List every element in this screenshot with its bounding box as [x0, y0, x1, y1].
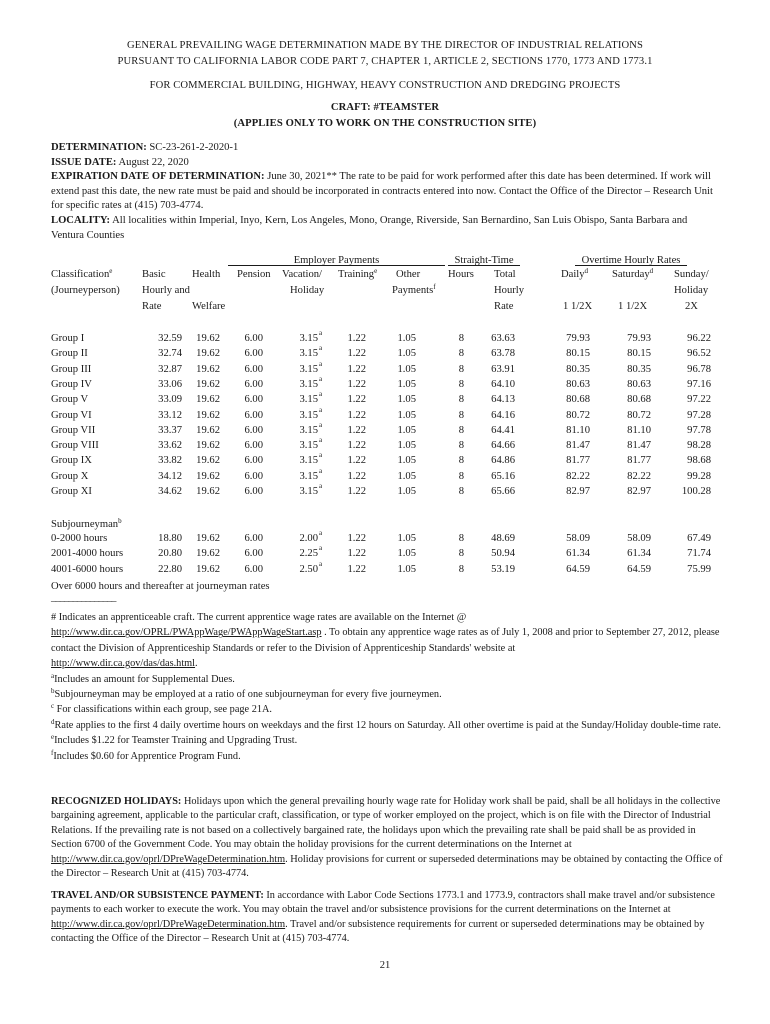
group-row-total: 65.16	[491, 470, 515, 482]
group-row-saturday: 81.10	[627, 424, 651, 436]
group-row-basic: 33.06	[158, 378, 182, 390]
group-row-other: 1.05	[397, 378, 416, 390]
group-row-other: 1.05	[397, 409, 416, 421]
group-row-name: Group V	[51, 394, 89, 406]
col-daily-rate: 1 1/2X	[563, 301, 593, 312]
issue-date-value: August 22, 2020	[116, 156, 189, 168]
group-row-sunday: 97.22	[687, 394, 711, 406]
group-row-health: 19.62	[196, 378, 220, 390]
col-hourly-and: Hourly and	[142, 285, 190, 296]
group-row-training: 1.22	[347, 378, 366, 390]
group-row-sunday: 98.28	[687, 440, 711, 452]
subjourneyman-row-pension: 6.00	[244, 548, 263, 560]
group-row-saturday: 79.93	[627, 333, 651, 344]
subjourneyman-row-name: 4001-6000 hours	[51, 563, 124, 575]
subjourneyman-row-pension: 6.00	[244, 533, 263, 544]
group-row-health: 19.62	[196, 363, 220, 375]
footnotes	[51, 610, 723, 764]
col-total-hourly: Hourly	[494, 285, 525, 296]
group-row-name: Group XI	[51, 486, 92, 497]
group-row-pension: 6.00	[244, 455, 263, 467]
footnote-e: $^e$Includes $1.22 for Teamster Training and Upgrading Trust.	[51, 733, 298, 747]
group-row-health: 19.62	[196, 409, 220, 421]
footnote-b: $^b$Subjourneyman may be employed at a ratio of one subjourneyman for every five journeymen.	[51, 687, 442, 701]
subjourneyman-row-vacation: 2.25 a	[299, 544, 323, 560]
travel-provisions-link[interactable]: http://www.dir.ca.gov/oprl/DPreWageDetermination.htm	[51, 918, 286, 930]
group-row-pension: 6.00	[244, 363, 263, 375]
group-row-saturday: 81.47	[627, 440, 651, 452]
col-saturday-rate: 1 1/2X	[618, 301, 648, 312]
group-row-name: Group III	[51, 363, 92, 375]
group-row-total: 64.86	[491, 455, 515, 467]
group-row-basic: 34.12	[158, 470, 182, 482]
group-row-vacation: 3.15 a	[299, 329, 323, 344]
footnote-a: $^a$Includes an amount for Supplemental Dues.	[51, 671, 235, 685]
group-row-daily: 81.47	[566, 440, 590, 452]
group-row-pension: 6.00	[244, 424, 263, 436]
group-row-name: Group VII	[51, 424, 96, 436]
expiration-value: June 30, 2021** The rate to be paid for work performed after this date has been determined. If work will extend past this date, the new rate must be paid and should be incorporated in contracts entered into now. Contact the Office of the Director – Research Unit for specific rates at (415) 703-4774.	[51, 171, 713, 212]
group-row-hours: 8	[458, 470, 464, 482]
determination-value: SC-23-261-2-2020-1	[146, 142, 239, 153]
subjourneyman-row-saturday: 58.09	[627, 533, 651, 544]
footnote-apprentice: # Indicates an apprenticeable craft. The current apprentice wage rates are available on the Internet @ http://www.dir.ca.gov/OPRL/PWAppWage/PWAppWageStart.asp . To obtain any apprentice wage rates as of July 1, 2008 and prior to September 27, 2012, please contact the Division of Apprenticeship Standards or refer to the Division of Apprenticeship Standards' website at http://www.dir.ca.gov/das/das.html.	[51, 612, 720, 670]
subjourneyman-row-other: 1.05	[397, 548, 416, 560]
subjourneyman-row-pension: 6.00	[244, 563, 263, 575]
group-row-hours: 8	[458, 378, 464, 390]
group-row-total: 63.78	[491, 348, 515, 360]
subjourneyman-row-training: 1.22	[347, 533, 366, 544]
determination-label: DETERMINATION:	[51, 142, 147, 153]
expiration-line	[51, 170, 721, 214]
subjourneyman-row-hours: 8	[458, 548, 464, 560]
group-row-sunday: 99.28	[687, 470, 711, 482]
group-row-hours: 8	[458, 424, 464, 436]
subjourneyman-row-saturday: 61.34	[627, 548, 651, 560]
col-holiday: Holiday	[290, 285, 325, 296]
col-welfare: Welfare	[192, 301, 226, 312]
subjourneyman-row-other: 1.05	[397, 563, 416, 575]
group-row-other: 1.05	[397, 486, 416, 497]
group-row-sunday: 96.78	[687, 363, 711, 375]
group-row-daily: 80.68	[566, 394, 590, 406]
group-row-pension: 6.00	[244, 333, 263, 344]
col-total-rate: Rate	[494, 301, 514, 312]
group-row-basic: 34.62	[158, 486, 182, 497]
subjourneyman-row-training: 1.22	[347, 548, 366, 560]
group-row-training: 1.22	[347, 348, 366, 360]
group-row-hours: 8	[458, 486, 464, 497]
group-row-other: 1.05	[397, 348, 416, 360]
group-row-vacation: 3.15 a	[299, 374, 323, 390]
group-row-daily: 82.97	[566, 486, 590, 497]
group-row-vacation: 3.15 a	[299, 436, 323, 452]
group-row-sunday: 97.78	[687, 424, 711, 436]
group-row-training: 1.22	[347, 455, 366, 467]
group-row-pension: 6.00	[244, 378, 263, 390]
group-row-daily: 80.63	[566, 378, 590, 390]
holidays-label: RECOGNIZED HOLIDAYS:	[51, 796, 182, 807]
locality-label: LOCALITY:	[51, 214, 111, 226]
group-row-total: 64.41	[491, 424, 515, 436]
col-hours: Hours	[448, 269, 474, 280]
issue-date-label: ISSUE DATE:	[51, 156, 117, 168]
group-row-other: 1.05	[397, 440, 416, 452]
craft-applies: (APPLIES ONLY TO WORK ON THE CONSTRUCTION SITE)	[233, 118, 537, 129]
group-row-vacation: 3.15 a	[299, 451, 323, 467]
recognized-holidays: RECOGNIZED HOLIDAYS: Holidays upon which the general prevailing hourly wage rate for Holiday work shall be paid, shall be all holidays in the collective bargaining agreement, applicable to the particular craft, classification, or type of worker employed on the project, which is on file with the Director of Industrial Relations. If the prevailing rate is not based on a collectively bargained rate, the holidays upon which the prevailing rate shall be paid shall be as provided in Section 6700 of the Government Code. You may obtain the holiday provisions for the current determinations on the Internet at http://www.dir.ca.gov/oprl/DPreWageDetermination.htm. Holiday provisions for current or superseded determinations may be obtained by contacting the Office of the Director – Research Unit at (415) 703-4774.	[51, 796, 723, 880]
group-row-total: 65.66	[491, 486, 515, 497]
subjourneyman-row-health: 19.62	[196, 548, 220, 560]
group-row-daily: 81.10	[566, 424, 590, 436]
locality-value: All localities within Imperial, Inyo, Kern, Los Angeles, Mono, Orange, Riverside, San Bernardino, San Luis Obispo, Santa Barbara and Ventura Counties	[51, 214, 688, 241]
col-total: Total	[494, 269, 516, 280]
group-row-name: Group I	[51, 333, 85, 344]
footnote-f: $^f$Includes $0.60 for Apprentice Program Fund.	[51, 748, 241, 762]
group-row-name: Group IV	[51, 378, 92, 390]
group-row-total: 64.66	[491, 440, 515, 452]
subjourneyman-row-daily: 61.34	[566, 548, 590, 560]
col-basic: Basic	[142, 269, 166, 280]
subjourneyman-row-vacation: 2.00 a	[299, 529, 323, 544]
group-row-hours: 8	[458, 440, 464, 452]
group-row-saturday: 82.22	[627, 470, 651, 482]
subjourneyman-note: Over 6000 hours and thereafter at journeyman rates	[51, 581, 270, 592]
page-number: 21	[379, 960, 391, 971]
group-row-health: 19.62	[196, 394, 220, 406]
col-saturday: Saturday$^d$	[612, 267, 654, 280]
footnote-c: $^c$ For classifications within each group, see page 21A.	[51, 702, 273, 716]
group-row-vacation: 3.15 a	[299, 482, 323, 497]
group-row-training: 1.22	[347, 470, 366, 482]
subjourneyman-row-sunday: 67.49	[687, 533, 711, 544]
overtime-rule	[575, 265, 687, 266]
group-row-training: 1.22	[347, 333, 366, 344]
group-row-basic: 33.09	[158, 394, 182, 406]
group-row-sunday: 100.28	[681, 486, 711, 497]
col-sunday-rate: 2X	[685, 301, 698, 312]
subjourneyman-row-hours: 8	[458, 533, 464, 544]
group-row-saturday: 80.72	[627, 409, 651, 421]
group-row-pension: 6.00	[244, 470, 263, 482]
group-row-hours: 8	[458, 333, 464, 344]
group-row-total: 64.13	[491, 394, 515, 406]
group-row-total: 64.16	[491, 409, 515, 421]
determination-line	[51, 141, 721, 156]
col-classification: Classification$^e$	[51, 267, 113, 280]
group-row-vacation: 3.15 a	[299, 420, 323, 436]
group-row-sunday: 96.52	[687, 348, 711, 360]
subjourneyman-row-basic: 18.80	[158, 533, 182, 544]
group-row-basic: 33.62	[158, 440, 182, 452]
group-row-sunday: 97.16	[687, 378, 711, 390]
group-row-health: 19.62	[196, 440, 220, 452]
straight-time-rule	[448, 265, 520, 266]
group-row-daily: 80.15	[566, 348, 590, 360]
header-line-1: GENERAL PREVAILING WAGE DETERMINATION MADE BY THE DIRECTOR OF INDUSTRIAL RELATIONS	[127, 40, 643, 51]
subjourneyman-row-vacation: 2.50 a	[299, 559, 323, 575]
group-row-basic: 32.87	[158, 363, 182, 375]
group-row-other: 1.05	[397, 333, 416, 344]
group-row-vacation: 3.15 a	[299, 359, 323, 375]
group-row-daily: 80.35	[566, 363, 590, 375]
col-pension: Pension	[237, 269, 271, 280]
subjourneyman-row-other: 1.05	[397, 533, 416, 544]
group-row-hours: 8	[458, 455, 464, 467]
group-row-vacation: 3.15 a	[299, 466, 323, 482]
group-row-training: 1.22	[347, 440, 366, 452]
group-row-pension: 6.00	[244, 486, 263, 497]
group-row-health: 19.62	[196, 424, 220, 436]
group-row-hours: 8	[458, 348, 464, 360]
travel-subsistence: TRAVEL AND/OR SUBSISTENCE PAYMENT: In accordance with Labor Code Sections 1773.1 and 1773.9, contractors shall make travel and/or subsistence payments to each worker to execute the work. You may obtain the travel and/or subsistence provisions for the current determinations on the Internet at http://www.dir.ca.gov/oprl/DPreWageDetermination.htm. Travel and/or subsistence requirements for current or superseded determinations may be obtained by contacting the Office of the Director – Research Unit at (415) 703-4774.	[51, 890, 715, 945]
group-row-hours: 8	[458, 409, 464, 421]
group-row-total: 64.10	[491, 378, 515, 390]
group-row-saturday: 81.77	[627, 455, 651, 467]
group-row-other: 1.05	[397, 470, 416, 482]
subjourneyman-heading: Subjourneyman$^b$	[51, 517, 122, 530]
col-vacation: Vacation/	[282, 269, 323, 280]
group-row-other: 1.05	[397, 363, 416, 375]
group-row-health: 19.62	[196, 470, 220, 482]
group-row-basic: 32.59	[158, 333, 182, 344]
group-row-basic: 33.82	[158, 455, 182, 467]
group-row-vacation: 3.15 a	[299, 390, 323, 406]
subjourneyman-row-name: 0-2000 hours	[51, 533, 108, 544]
col-sunday-holiday: Holiday	[674, 285, 709, 296]
group-row-health: 19.62	[196, 455, 220, 467]
group-row-daily: 80.72	[566, 409, 590, 421]
locality-line	[51, 214, 721, 243]
group-row-name: Group X	[51, 470, 89, 482]
group-row-training: 1.22	[347, 409, 366, 421]
group-row-sunday: 98.68	[687, 455, 711, 467]
group-row-saturday: 80.15	[627, 348, 651, 360]
group-row-saturday: 80.63	[627, 378, 651, 390]
group-row-vacation: 3.15 a	[299, 344, 323, 360]
group-row-pension: 6.00	[244, 409, 263, 421]
determination-meta	[51, 141, 721, 243]
separator: _______________	[51, 592, 116, 603]
group-row-name: Group IX	[51, 455, 92, 467]
group-row-health: 19.62	[196, 333, 220, 344]
group-row-saturday: 80.35	[627, 363, 651, 375]
group-row-other: 1.05	[397, 424, 416, 436]
subjourneyman-row-training: 1.22	[347, 563, 366, 575]
header-line-2: PURSUANT TO CALIFORNIA LABOR CODE PART 7, CHAPTER 1, ARTICLE 2, SECTIONS 1770, 1773 AND 1773.1	[117, 56, 653, 67]
holiday-provisions-link[interactable]: http://www.dir.ca.gov/oprl/DPreWageDetermination.htm	[51, 853, 286, 865]
group-row-pension: 6.00	[244, 394, 263, 406]
group-row-daily: 79.93	[566, 333, 590, 344]
group-row-name: Group VIII	[51, 440, 99, 452]
group-row-name: Group II	[51, 348, 88, 360]
subjourneyman-row-total: 48.69	[491, 533, 515, 544]
group-row-saturday: 80.68	[627, 394, 651, 406]
subjourneyman-row-name: 2001-4000 hours	[51, 548, 124, 560]
footnote-d: $^d$Rate applies to the first 4 daily overtime hours on weekdays and the first 12 hours on Saturday. All other overtime is paid at the Sunday/Holiday double-time rate.	[51, 717, 721, 731]
group-row-training: 1.22	[347, 486, 366, 497]
group-row-training: 1.22	[347, 394, 366, 406]
group-row-sunday: 97.28	[687, 409, 711, 421]
group-row-basic: 32.74	[158, 348, 182, 360]
employer-payments-heading: Employer Payments	[293, 255, 380, 266]
subjourneyman-row-daily: 58.09	[566, 533, 590, 544]
subjourneyman-row-sunday: 71.74	[687, 548, 711, 560]
col-training: Training$^e$	[338, 267, 378, 280]
expiration-label: EXPIRATION DATE OF DETERMINATION:	[51, 171, 265, 183]
overtime-heading: Overtime Hourly Rates	[581, 255, 681, 266]
group-row-other: 1.05	[397, 455, 416, 467]
group-row-daily: 81.77	[566, 455, 590, 467]
craft-title: CRAFT: #TEAMSTER	[330, 102, 440, 113]
col-daily: Daily$^d$	[561, 267, 589, 280]
group-row-other: 1.05	[397, 394, 416, 406]
group-row-daily: 82.22	[566, 470, 590, 482]
group-row-saturday: 82.97	[627, 486, 651, 497]
issue-date-line	[51, 156, 721, 171]
subjourneyman-row-sunday: 75.99	[687, 563, 711, 575]
group-row-basic: 33.37	[158, 424, 182, 436]
group-row-health: 19.62	[196, 486, 220, 497]
col-rate: Rate	[142, 301, 162, 312]
group-row-name: Group VI	[51, 409, 92, 421]
group-row-pension: 6.00	[244, 440, 263, 452]
subjourneyman-row-total: 53.19	[491, 563, 515, 575]
header-line-3: FOR COMMERCIAL BUILDING, HIGHWAY, HEAVY CONSTRUCTION AND DREDGING PROJECTS	[149, 80, 621, 91]
group-row-hours: 8	[458, 394, 464, 406]
group-row-pension: 6.00	[244, 348, 263, 360]
subjourneyman-row-health: 19.62	[196, 563, 220, 575]
col-journeyperson: (Journeyperson)	[51, 285, 120, 296]
group-row-hours: 8	[458, 363, 464, 375]
col-other: Other	[396, 269, 421, 280]
subjourneyman-row-health: 19.62	[196, 533, 220, 544]
group-row-basic: 33.12	[158, 409, 182, 421]
group-row-training: 1.22	[347, 363, 366, 375]
col-payments: Payments$^f$	[392, 283, 436, 296]
group-row-total: 63.63	[491, 333, 515, 344]
col-health: Health	[192, 269, 221, 280]
travel-label: TRAVEL AND/OR SUBSISTENCE PAYMENT:	[51, 890, 264, 901]
subjourneyman-row-hours: 8	[458, 563, 464, 575]
apprentice-wage-link[interactable]: http://www.dir.ca.gov/OPRL/PWAppWage/PWAppWageStart.asp	[51, 627, 322, 639]
straight-time-heading: Straight-Time	[454, 255, 514, 266]
group-row-sunday: 96.22	[687, 333, 711, 344]
group-row-total: 63.91	[491, 363, 515, 375]
group-row-training: 1.22	[347, 424, 366, 436]
group-row-vacation: 3.15 a	[299, 405, 323, 421]
subjourneyman-row-basic: 20.80	[158, 548, 182, 560]
subjourneyman-row-total: 50.94	[491, 548, 515, 560]
group-row-health: 19.62	[196, 348, 220, 360]
subjourneyman-row-basic: 22.80	[158, 563, 182, 575]
subjourneyman-row-daily: 64.59	[566, 563, 590, 575]
das-website-link[interactable]: http://www.dir.ca.gov/das/das.html	[51, 658, 196, 670]
subjourneyman-row-saturday: 64.59	[627, 563, 651, 575]
col-sunday: Sunday/	[674, 269, 709, 280]
